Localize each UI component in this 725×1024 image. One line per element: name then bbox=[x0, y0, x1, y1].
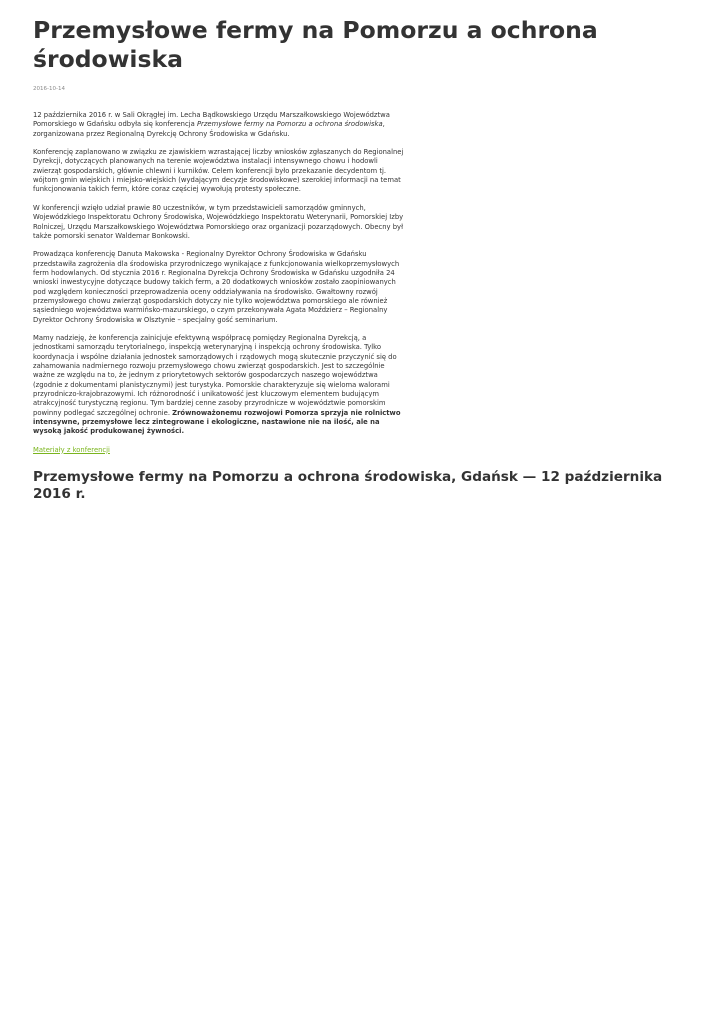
paragraph-conclusion-bold: Zrównoważonemu rozwojowi Pomorza sprzyja nie rolnictwo intensywne, przemysłowe lecz zintegrowane i ekologiczne, nastawione nie na ilość, ale na wysoką jakość produkowanej żywności. bbox=[33, 408, 401, 436]
conference-title-emphasis: Przemysłowe fermy na Pomorzu a ochrona środowiska bbox=[196, 120, 383, 129]
page-title: Przemysłowe fermy na Pomorzu a ochrona środowiska bbox=[33, 16, 598, 73]
paragraph-intro-tail: , zorganizowana przez Regionalną Dyrekcję Ochrony Środowiska w Gdańsku. bbox=[33, 120, 385, 138]
article bbox=[0, 0, 673, 503]
paragraph-conclusion bbox=[33, 334, 405, 436]
paragraph-conclusion-text: Mamy nadzieję, że konferencja zainicjuje efektywną współpracę pomiędzy Regionalna Dyrekcją, a jednostkami samorządu terytorialnego, inspekcją weterynaryjną i inspekcją ochrony środowiska. Tylko koordynacja i wspólne działania jednostek samorządowych i rządowych mogą skutecznie przyczynić się do zahamowania nadmiernego rozwoju przemysłowego chowu zwierząt gospodarskich. Jest to szczególnie ważne ze względu na to, że jednym z priorytetowych sektorów gospodarczych naszego województwa (zgodnie z dokumentami planistycznymi) jest turystyka. Pomorskie charakteryzuje się wieloma walorami przyrodniczo-krajobrazowymi. Ich różnorodność i unikatowość jest kluczowym elementem budującym atrakcyjność turystyczną regionu. Tym bardziej cenne zasoby przyrodnicze w województwie pomorskim powinny podlegać szczególnej ochronie. bbox=[33, 334, 397, 417]
article-body bbox=[33, 111, 405, 455]
gallery-heading: Przemysłowe fermy na Pomorzu a ochrona środowiska, Gdańsk — 12 października 2016 r. bbox=[33, 468, 663, 502]
paragraph-intro bbox=[33, 111, 405, 139]
publish-date: 2016-10-14 bbox=[33, 86, 65, 92]
paragraph-participants: W konferencji wzięło udział prawie 80 uczestników, w tym przedstawicieli samorządów gminnych, Wojewódzkiego Inspektoratu Ochrony Środowiska, Wojewódzkiego Inspektoratu Weterynarii, Pomorskiej Izby Rolniczej, Urzędu Marszałkowskiego Województwa Pomorskiego oraz organizacji pozarządowych. Obecny był także pomorski senator Waldemar Bonkowski. bbox=[33, 203, 404, 240]
paragraph-intro-text: 12 października 2016 r. w Sali Okrągłej im. Lecha Bądkowskiego Urzędu Marszałkowskiego Województwa Pomorskiego w Gdańsku odbyła się konferencja bbox=[33, 111, 390, 129]
conference-materials-link[interactable]: Materiały z konferencji bbox=[33, 445, 110, 454]
paragraph-threats: Prowadząca konferencję Danuta Makowska - Regionalny Dyrektor Ochrony Środowiska w Gdańsku przedstawiła zagrożenia dla środowiska przyrodniczego wynikające z funkcjonowania wielkoprzemysłowych ferm hodowlanych. Od stycznia 2016 r. Regionalna Dyrekcja Ochrony Środowiska w Gdańsku uzgodniła 24 wnioski inwestycyjne dotyczące budowy takich ferm, a 20 dodatkowych wniosków zostało zaopiniowanych pod względem konieczności przeprowadzenia oceny oddziaływania na środowisko. Gwałtowny rozwój przemysłowego chowu zwierząt gospodarskich dotyczy nie tylko województwa pomorskiego ale również sąsiedniego województwa warmińsko-mazurskiego, o czym przekonywała Agata Moździerz – Regionalny Dyrektor Ochrony Środowiska w Olsztynie – specjalny gość seminarium. bbox=[33, 250, 400, 324]
paragraph-purpose: Konferencję zaplanowano w związku ze zjawiskiem wzrastającej liczby wniosków zgłaszanych do Regionalnej Dyrekcji, dotyczących planowanych na terenie województwa instalacji intensywnego chowu i hodowli zwierząt gospodarskich, głównie chlewni i kurników. Celem konferencji było przekazanie decydentom tj. wójtom gmin wiejskich i miejsko-wiejskich (wydającym decyzje środowiskowe) szerokiej informacji na temat funkcjonowania takich ferm, które coraz częściej wywołują protesty społeczne. bbox=[33, 148, 404, 194]
